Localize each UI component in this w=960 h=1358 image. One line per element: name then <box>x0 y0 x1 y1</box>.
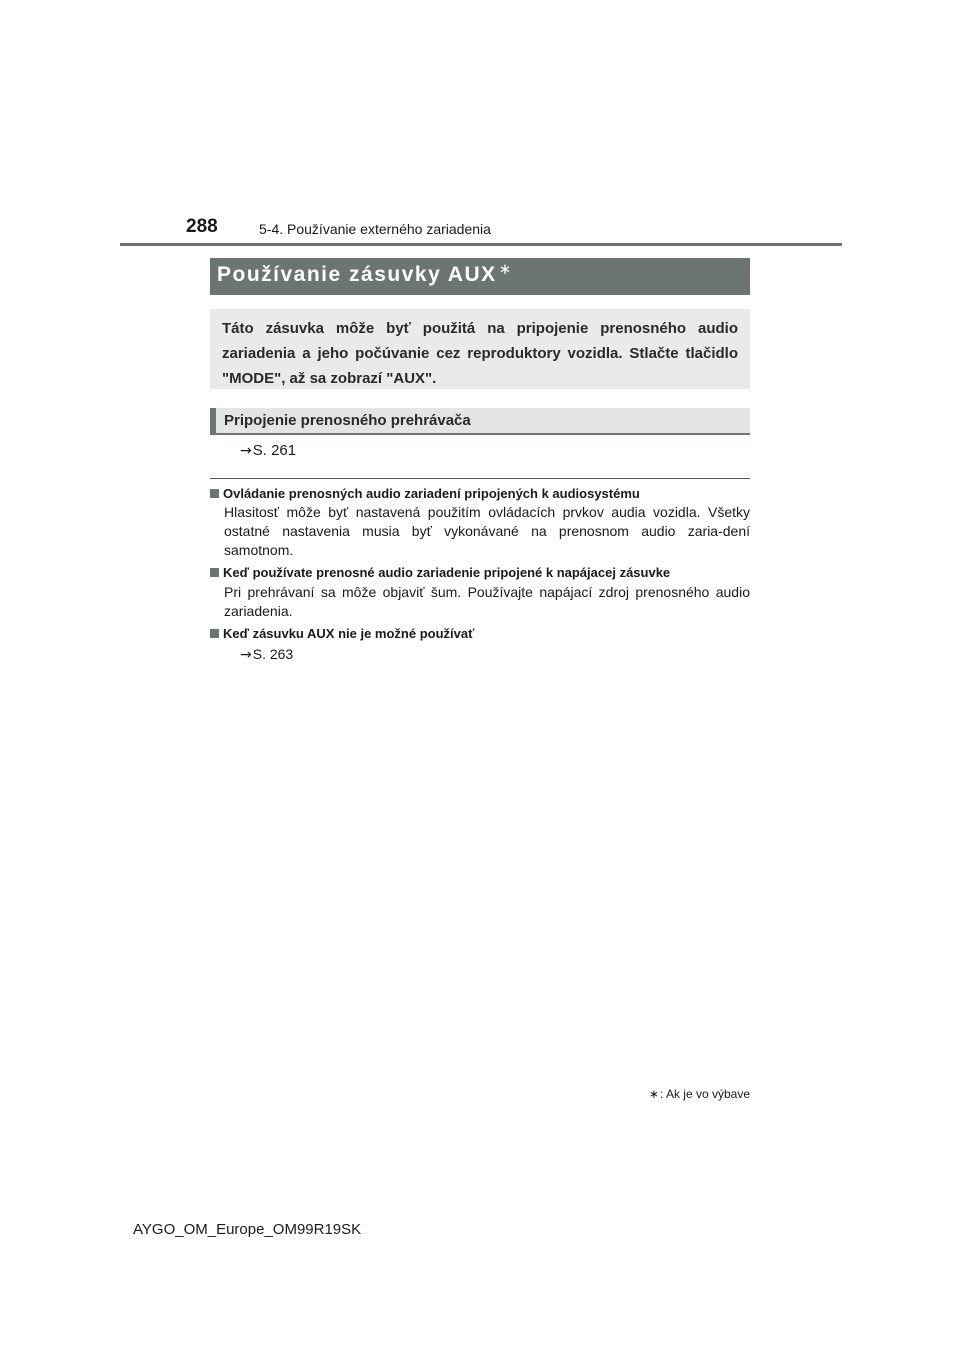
intro-box <box>210 309 750 389</box>
title-bar <box>210 258 750 295</box>
square-bullet-icon <box>210 568 219 577</box>
subheading-text: Pripojenie prenosného prehrávača <box>224 412 471 429</box>
note-heading-text: Keď zásuvku AUX nie je možné používať <box>223 626 475 641</box>
intro-text: Táto zásuvka môže byť použitá na pripojenie prenosného audio zariadenia a jeho počúvanie cez reproduktory vozidla. Stlačte tlačidlo "MODE", až sa zobrazí "AUX". <box>222 320 738 387</box>
optional-equipment-marker: ∗ <box>498 261 513 278</box>
note-heading-text: Ovládanie prenosných audio zariadení pripojených k audiosystému <box>223 486 640 501</box>
note-body: Pri prehrávaní sa môže objaviť šum. Používajte napájací zdroj prenosného audio zariadenia. <box>224 584 750 619</box>
note-heading-text: Keď používate prenosné audio zariadenie pripojené k napájacej zásuvke <box>223 565 671 580</box>
header-rule <box>120 243 842 246</box>
page-title <box>217 263 513 287</box>
page-reference <box>240 442 296 459</box>
square-bullet-icon <box>210 629 219 638</box>
footnote <box>649 1087 750 1101</box>
page-title-text: Používanie zásuvky AUX <box>217 263 497 286</box>
arrow-right-icon: → <box>240 443 252 459</box>
footnote-text: : Ak je vo výbave <box>659 1087 750 1101</box>
subheading-bar <box>210 408 750 435</box>
note-body: Hlasitosť môže byť nastavená použitím ovládacích prvkov audia vozidla. Všetky ostatné nastavenia musia byť vykonávané na prenosnom audio zaria-dení samotnom. <box>224 504 750 558</box>
arrow-right-icon: → <box>240 647 252 663</box>
section-label: 5-4. Používanie externého zariadenia <box>259 221 491 237</box>
page-number: 288 <box>186 216 218 237</box>
note-heading <box>210 565 670 580</box>
square-bullet-icon <box>210 489 219 498</box>
page-reference-text: S. 263 <box>252 646 294 662</box>
separator-rule <box>210 478 750 479</box>
page-reference <box>240 646 293 663</box>
note-heading <box>210 626 474 641</box>
asterisk-icon: ∗ <box>648 1087 659 1101</box>
subheading-accent <box>210 408 216 435</box>
page-reference-text: S. 261 <box>252 442 297 459</box>
document-id: AYGO_OM_Europe_OM99R19SK <box>133 1221 362 1238</box>
note-heading <box>210 486 640 501</box>
